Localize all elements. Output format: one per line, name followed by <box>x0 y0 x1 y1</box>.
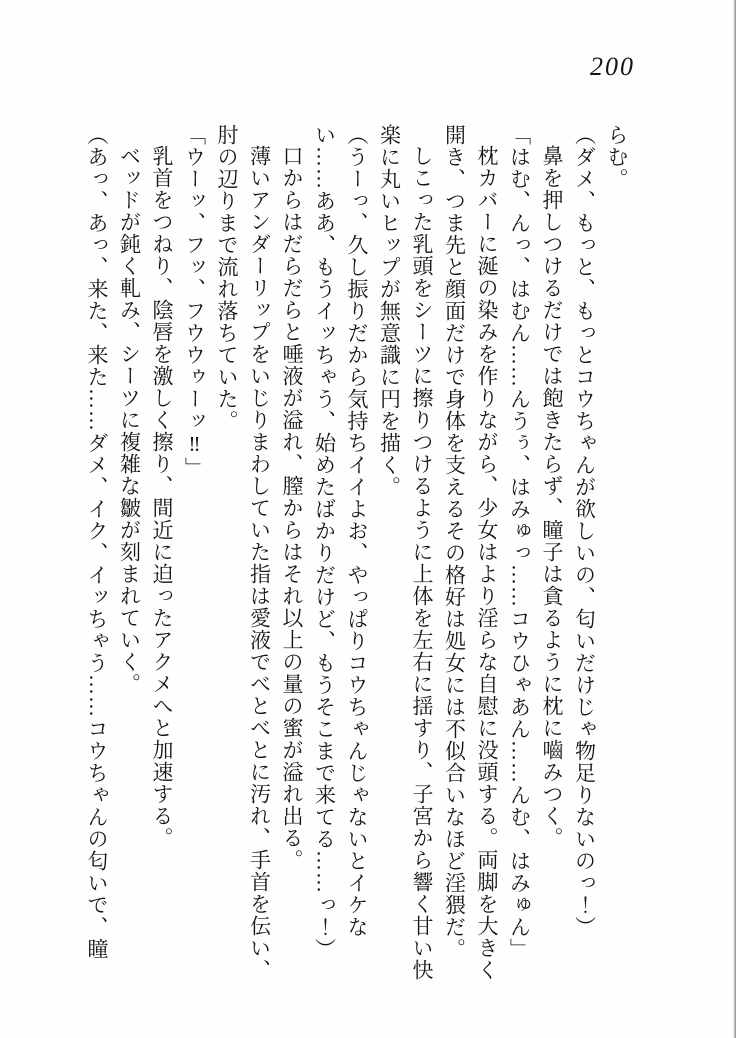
paragraph: （うーっ、久し振りだから気持ちイイよお、やっぱりコウちゃんじゃないとイケない……ああ、もうイッちゃう、始めたばかりだけど、もうそこまで来てる……っ！） <box>312 124 369 960</box>
paragraph: 口からはだらだらと唾液が溢れ、膣からはそれ以上の量の蜜が溢れ出る。 <box>280 145 304 871</box>
paragraph: （ダメ、もっと、もっとコウちゃんが欲しいの、匂いだけじゃ物足りないのっ！） <box>572 124 597 938</box>
text-block <box>77 124 633 986</box>
paragraph: らむ。 <box>605 124 629 190</box>
paragraph: 枕カバーに涎の染みを作りながら、少女はより淫らな自慰に没頭する。両脚を大きく開き、つま先と顔面だけで身体を支えるその格好は処女には不似合いなほど淫猥だ。 <box>442 124 499 981</box>
paragraph: 「はむ、んっ、はむん……んうぅ、はみゅっ……コウひゃあん……んむ、はみゅん」 <box>507 124 532 960</box>
paragraph: （あっ、あっ、来た、来た……ダメ、イク、イッちゃう……コウちゃんの匂いで、瞳 <box>85 124 109 960</box>
page-number: 200 <box>590 52 635 81</box>
paragraph: しこった乳頭をシーツに擦りつけるように上体を左右に揺すり、子宮から響く甘い快楽に丸いヒップが無意識に円を描く。 <box>377 124 434 981</box>
paragraph: 薄いアンダーリップをいじりまわしていた指は愛液でべとべとに汚れ、手首を伝い、肘の辺りまで流れ落ちていた。 <box>215 124 272 981</box>
paragraph: 「ウーッ、フッ、フウウゥーッ‼」 <box>182 124 207 479</box>
paragraph: ベッドが鈍く軋み、シーツに複雑な皺が刻まれていく。 <box>117 145 142 695</box>
paragraph: 乳首をつねり、陰唇を激しく擦り、間近に迫ったアクメへと加速する。 <box>150 145 174 849</box>
paragraph: 鼻を押しつけるだけでは飽きたらず、瞳子は貪るように枕に嚙みつく。 <box>540 145 564 849</box>
